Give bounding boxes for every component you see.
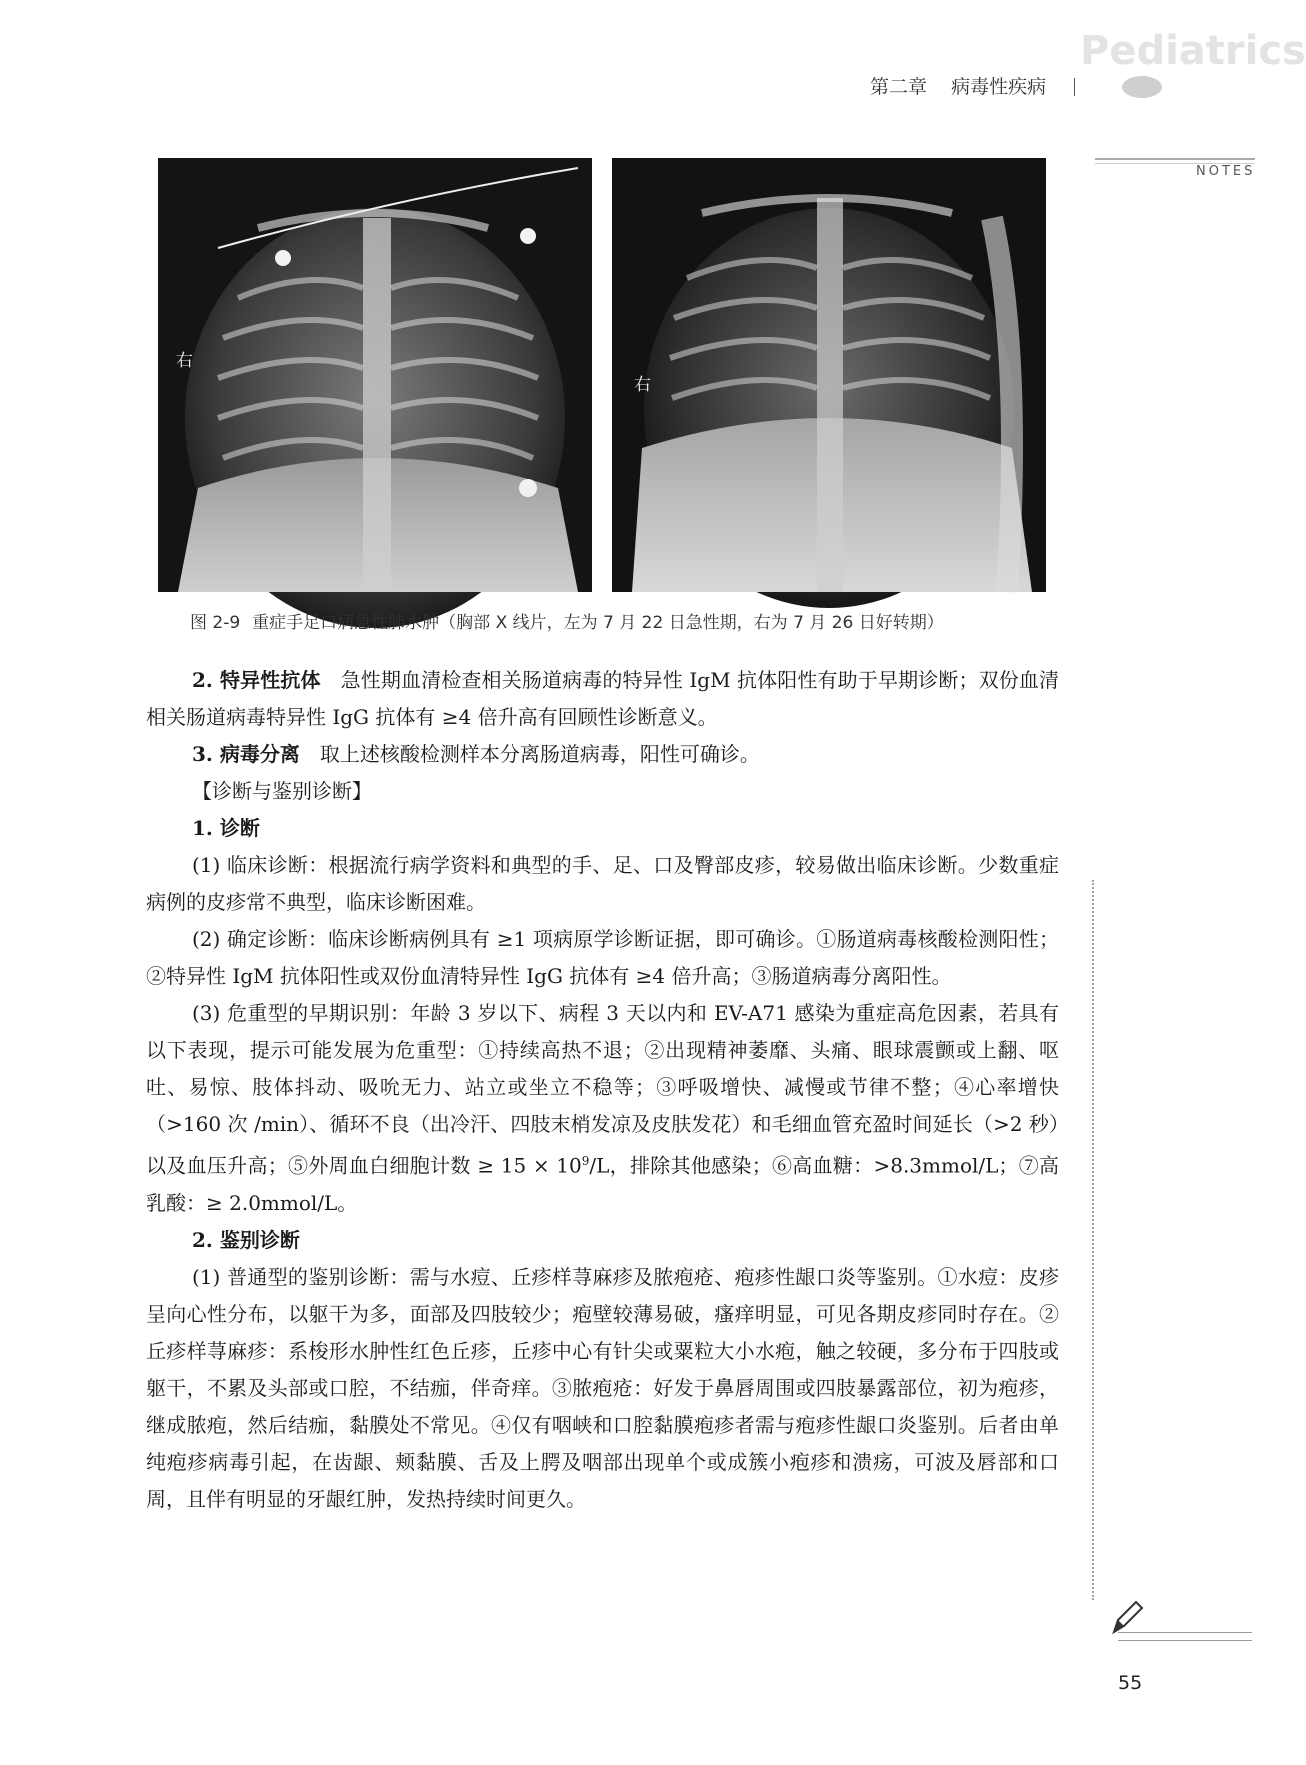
figure-number: 图 2-9 xyxy=(190,613,241,633)
text-superscript-9: 9 xyxy=(581,1154,590,1168)
heading-antibody: 2. 特异性抗体 xyxy=(192,668,321,692)
xray-right-image xyxy=(612,158,1046,592)
notes-writing-line-1 xyxy=(1118,1632,1252,1633)
section-diagnosis-title: 【诊断与鉴别诊断】 xyxy=(192,779,372,803)
xray-left-side-label: 右 xyxy=(176,351,193,371)
paragraph-early-recognition xyxy=(146,995,1059,1222)
text-antibody: 急性期血清检查相关肠道病毒的特异性 IgM 抗体阳性有助于早期诊断；双份血清相关肠道病毒特异性 IgG 抗体有 ≥4 倍升高有回顾性诊断意义。 xyxy=(146,668,1059,729)
heading-differential: 2. 鉴别诊断 xyxy=(192,1227,300,1252)
header-divider xyxy=(1074,78,1075,96)
header-decoration-icon xyxy=(1122,76,1162,98)
paragraph-clinical-diagnosis: (1) 临床诊断：根据流行病学资料和典型的手、足、口及臀部皮疹，较易做出临床诊断。少数重症病例的皮疹常不典型，临床诊断困难。 xyxy=(146,853,1059,914)
xray-left-image xyxy=(158,158,592,592)
chapter-title: 病毒性疾病 xyxy=(951,76,1047,98)
xray-right-side-label: 右 xyxy=(634,375,651,395)
paragraph-isolation xyxy=(146,736,1059,773)
notes-label: NOTES xyxy=(1196,164,1256,179)
pencil-icon xyxy=(1108,1598,1144,1642)
text-early-recognition-b: /L，排除其他感染；⑥高血糖：>8.3mmol/L；⑦高乳酸：≥ 2.0mmol/L。 xyxy=(146,1153,1059,1215)
notes-writing-line-2 xyxy=(1118,1640,1252,1641)
figure-caption-text: 重症手足口病急性肺水肿（胸部 X 线片，左为 7 月 22 日急性期，右为 7 月 26 日好转期） xyxy=(252,613,944,633)
notes-dotted-line xyxy=(1092,880,1094,1600)
page-number: 55 xyxy=(1118,1672,1143,1694)
paragraph-antibody xyxy=(146,662,1059,736)
notes-rule xyxy=(1095,158,1255,160)
figure-caption xyxy=(190,608,1090,633)
text-isolation: 取上述核酸检测样本分离肠道病毒，阳性可确诊。 xyxy=(319,742,760,766)
paragraph-differential: (1) 普通型的鉴别诊断：需与水痘、丘疹样荨麻疹及脓疱疮、疱疹性龈口炎等鉴别。①水痘：皮疹呈向心性分布，以躯干为多，面部及四肢较少；疱壁较薄易破，瘙痒明显，可见各期皮疹同时存在。②丘疹样荨麻疹：系梭形水肿性红色丘疹，丘疹中心有针尖或粟粒大小水疱，触之较硬，多分布于四肢或躯干，不累及头部或口腔，不结痂，伴奇痒。③脓疱疮：好发于鼻唇周围或四肢暴露部位，初为疱疹，继成脓疱，然后结痂，黏膜处不常见。④仅有咽峡和口腔黏膜疱疹者需与疱疹性龈口炎鉴别。后者由单纯疱疹病毒引起，在齿龈、颊黏膜、舌及上腭及咽部出现单个或成簇小疱疹和溃疡，可波及唇部和口周，且伴有明显的牙龈红肿，发热持续时间更久。 xyxy=(146,1264,1059,1511)
running-header xyxy=(870,72,1089,99)
heading-isolation: 3. 病毒分离 xyxy=(192,742,300,766)
body-text xyxy=(146,662,1059,1518)
heading-diagnosis: 1. 诊断 xyxy=(192,816,260,840)
chapter-label: 第二章 xyxy=(870,76,928,98)
text-early-recognition-a: (3) 危重型的早期识别：年龄 3 岁以下、病程 3 天以内和 EV-A71 感染为重症高危因素，若具有以下表现，提示可能发展为危重型：①持续高热不退；②出现精神萎靡、头痛、眼球震颤或上翻、呕吐、易惊、肢体抖动、吸吮无力、站立或坐立不稳等；③呼吸增快、减慢或节律不整；④心率增快（>160 次 /min）、循环不良（出冷汗、四肢末梢发凉及皮肤发花）和毛细血管充盈时间延长（>2 秒）以及血压升高；⑤外周血白细胞计数 ≥ 15 × 10 xyxy=(146,1001,1059,1178)
paragraph-definite-diagnosis: (2) 确定诊断：临床诊断病例具有 ≥1 项病原学诊断证据，即可确诊。①肠道病毒核酸检测阳性；②特异性 IgM 抗体阳性或双份血清特异性 IgG 抗体有 ≥4 倍升高；③肠道病毒分离阳性。 xyxy=(146,927,1059,988)
pediatrics-logo: Pediatrics xyxy=(1080,28,1306,74)
